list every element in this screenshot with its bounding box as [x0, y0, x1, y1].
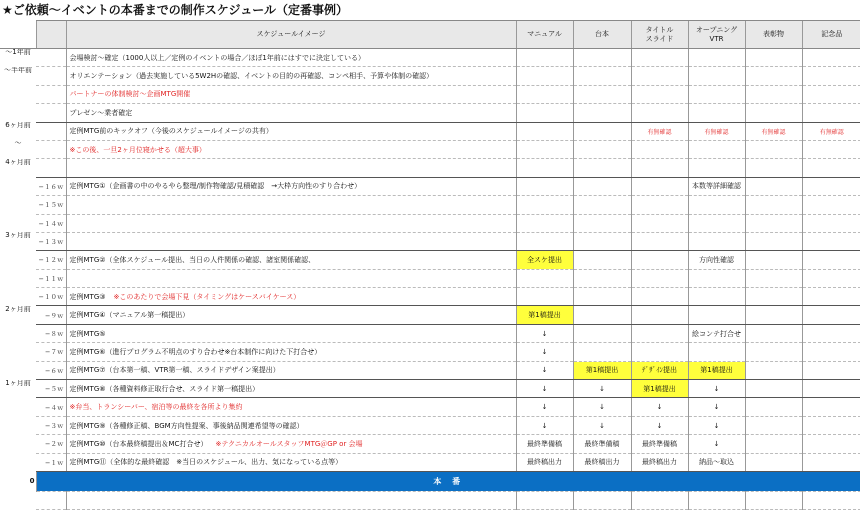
week-label: [36, 140, 66, 158]
period-label: [0, 251, 36, 269]
cell-souvenir: [802, 269, 860, 287]
header-row: [0, 21, 860, 49]
cell-title-slide: [631, 85, 688, 103]
cell-script: [573, 122, 631, 140]
period-label: 6ヶ月前: [5, 122, 31, 130]
cell-manual: ↓: [516, 398, 573, 416]
schedule-text: [66, 196, 516, 214]
schedule-text: [66, 269, 516, 287]
schedule-row: [0, 196, 860, 214]
schedule-row: [0, 398, 860, 416]
cell-script: 第1稿提出: [573, 361, 631, 379]
week-label: −２ｗ: [36, 435, 66, 453]
cell-awards: [745, 49, 802, 67]
schedule-note: ※テクニカルオールスタッフMTG＠GP or 会場: [215, 439, 363, 448]
schedule-row: [0, 49, 860, 67]
cell-awards: [745, 288, 802, 306]
cell-awards: [745, 453, 802, 471]
cell-souvenir: 有無確認: [802, 122, 860, 140]
cell-opening-vtr: [688, 85, 745, 103]
schedule-row: [0, 140, 860, 158]
schedule-text: [66, 380, 516, 398]
cell-title-slide: [631, 288, 688, 306]
header-col-label: スライド: [645, 34, 674, 43]
period-label: [0, 269, 36, 287]
cell-souvenir: [802, 343, 860, 361]
cell-opening-vtr: [688, 343, 745, 361]
period-label: [0, 435, 36, 453]
cell-opening-vtr: 有無確認: [688, 122, 745, 140]
cell-title-slide: ﾃﾞｻﾞｲﾝ提出: [631, 361, 688, 379]
cell-awards: [745, 67, 802, 85]
cell-awards: [745, 380, 802, 398]
schedule-item: 定例MTG②（全体スケジュール提出、当日の人件関係の確認、諸室関係確認、: [69, 255, 316, 264]
cell-title-slide: [631, 177, 688, 195]
cell-script: [573, 251, 631, 269]
period-label: 1ヶ月前: [5, 379, 31, 387]
cell-manual: [516, 177, 573, 195]
period-label: [0, 416, 36, 434]
schedule-note: ※このあたりで会場下見（タイミングはケースバイケース）: [113, 292, 301, 301]
week-label: −８ｗ: [36, 324, 66, 342]
page-title: ★ご依頼〜イベントの本番までの制作スケジュール（定番事例）: [2, 3, 349, 17]
cell-souvenir: [802, 416, 860, 434]
schedule-item: 定例MTG⑪（全体的な最終確認 ※当日のスケジュール、出力、気になっている点等）: [69, 458, 343, 467]
schedule-row: [0, 67, 860, 85]
cell-souvenir: [802, 380, 860, 398]
schedule-item: 定例MTG⑤: [69, 329, 106, 338]
cell-opening-vtr: 方向性確認: [688, 251, 745, 269]
empty-cell: [0, 491, 36, 509]
cell-souvenir: [802, 214, 860, 232]
cell-opening-vtr: [688, 67, 745, 85]
schedule-text: [66, 435, 516, 453]
cell-awards: [745, 177, 802, 195]
cell-opening-vtr: ↓: [688, 435, 745, 453]
cell-opening-vtr: [688, 49, 745, 67]
week-label: [36, 104, 66, 122]
cell-script: ↓: [573, 416, 631, 434]
header-schedule: スケジュールイメージ: [66, 21, 516, 49]
schedule-row: [0, 104, 860, 122]
cell-script: ↓: [573, 398, 631, 416]
schedule-text: [66, 104, 516, 122]
empty-cell: [36, 491, 66, 509]
period-label: 3ヶ月前: [5, 232, 31, 240]
cell-opening-vtr: 第1稿提出: [688, 361, 745, 379]
week-label: −１６ｗ: [36, 177, 66, 195]
zero-label: 0: [29, 476, 35, 485]
week-label: [36, 67, 66, 85]
cell-souvenir: [802, 177, 860, 195]
cell-souvenir: [802, 453, 860, 471]
period-label: 2ヶ月前: [5, 305, 31, 313]
week-label: −１ｗ: [36, 453, 66, 471]
cell-souvenir: [802, 324, 860, 342]
cell-awards: [745, 251, 802, 269]
schedule-item: 定例MTG⑩（台本最終稿提出＆MC打合せ）: [69, 439, 208, 448]
cell-title-slide: [631, 140, 688, 158]
week-label: −６ｗ: [36, 361, 66, 379]
cell-manual: 最終稿出力: [516, 453, 573, 471]
cell-souvenir: [802, 196, 860, 214]
cell-awards: [745, 214, 802, 232]
cell-script: [573, 196, 631, 214]
cell-souvenir: [802, 361, 860, 379]
schedule-item: 定例MTG⑦（台本第一稿、VTR第一稿、スライドデザイン案提出）: [69, 366, 280, 375]
cell-title-slide: [631, 67, 688, 85]
cell-souvenir: [802, 104, 860, 122]
cell-script: [573, 269, 631, 287]
schedule-text: [66, 324, 516, 342]
schedule-item: 定例MTG①（企画書の中のやるやら整理/制作物確認/見積確認 →大枠方向性のすり合わせ）: [69, 182, 362, 191]
schedule-text: [66, 140, 516, 158]
cell-title-slide: 最終準備稿: [631, 435, 688, 453]
schedule-text: [66, 343, 516, 361]
cell-manual: ↓: [516, 416, 573, 434]
cell-title-slide: [631, 232, 688, 250]
period-label: [0, 85, 36, 103]
empty-cell: [516, 491, 573, 509]
cell-manual: ↓: [516, 361, 573, 379]
schedule-item: オリエンテーション（過去実施している5W2Hの確認、イベントの目的の再確認、コンペ相手、予算や体制の確認）: [69, 72, 434, 81]
schedule-item: ※この後、一旦2ヶ月位寝かせる（超大事）: [69, 145, 206, 154]
period-label: [0, 214, 36, 232]
cell-souvenir: [802, 67, 860, 85]
cell-manual: [516, 104, 573, 122]
cell-opening-vtr: [688, 159, 745, 177]
trailing-row: [0, 491, 860, 509]
header-script: [573, 21, 631, 49]
schedule-row: [0, 416, 860, 434]
empty-cell: [745, 491, 802, 509]
cell-souvenir: [802, 398, 860, 416]
schedule-row: [0, 251, 860, 269]
schedule-text: [66, 49, 516, 67]
cell-manual: [516, 269, 573, 287]
cell-script: [573, 104, 631, 122]
schedule-item: 定例MTG③: [69, 292, 106, 301]
week-label: −１５ｗ: [36, 196, 66, 214]
period-label: 〜: [14, 140, 22, 148]
schedule-text: [66, 122, 516, 140]
schedule-row: [0, 453, 860, 471]
week-label: −１２ｗ: [36, 251, 66, 269]
cell-awards: [745, 416, 802, 434]
empty-cell: [688, 491, 745, 509]
schedule-row: [0, 177, 860, 195]
week-label: −１０ｗ: [36, 288, 66, 306]
cell-awards: [745, 196, 802, 214]
cell-manual: 第1稿提出: [516, 306, 573, 324]
cell-script: [573, 343, 631, 361]
header-souvenir: [802, 21, 860, 49]
cell-title-slide: [631, 306, 688, 324]
schedule-table: [0, 20, 860, 510]
schedule-item: ※弁当、トランシーバー、宿泊等の最終を各所より集約: [69, 403, 243, 412]
cell-opening-vtr: [688, 214, 745, 232]
cell-manual: [516, 49, 573, 67]
cell-awards: [745, 343, 802, 361]
cell-manual: ↓: [516, 380, 573, 398]
schedule-row: [0, 214, 860, 232]
event-day-band: 本 番: [36, 471, 860, 491]
header-col-label: オープニング: [695, 25, 738, 34]
cell-script: ↓: [573, 380, 631, 398]
week-label: −１３ｗ: [36, 232, 66, 250]
week-label: −９ｗ: [36, 306, 66, 324]
cell-title-slide: [631, 104, 688, 122]
cell-manual: [516, 214, 573, 232]
schedule-text: [66, 361, 516, 379]
period-label: [0, 453, 36, 471]
header-awards: [745, 21, 802, 49]
schedule-row: [0, 288, 860, 306]
cell-script: 最終準備稿: [573, 435, 631, 453]
cell-awards: [745, 85, 802, 103]
cell-title-slide: 有無確認: [631, 122, 688, 140]
cell-awards: [745, 398, 802, 416]
cell-souvenir: [802, 232, 860, 250]
schedule-text: [66, 232, 516, 250]
cell-title-slide: [631, 343, 688, 361]
period-label: 〜半年前: [4, 66, 32, 74]
period-label: [0, 343, 36, 361]
cell-title-slide: 第1稿提出: [631, 380, 688, 398]
cell-script: [573, 306, 631, 324]
cell-souvenir: [802, 288, 860, 306]
schedule-text: [66, 306, 516, 324]
cell-opening-vtr: [688, 306, 745, 324]
cell-script: [573, 140, 631, 158]
header-col-label: 記念品: [821, 30, 843, 38]
cell-manual: ↓: [516, 343, 573, 361]
cell-manual: [516, 85, 573, 103]
cell-souvenir: [802, 251, 860, 269]
cell-script: [573, 288, 631, 306]
week-label: −４ｗ: [36, 398, 66, 416]
schedule-row: [0, 85, 860, 103]
week-label: −１１ｗ: [36, 269, 66, 287]
cell-opening-vtr: [688, 232, 745, 250]
empty-cell: [631, 491, 688, 509]
cell-manual: 全スケ提出: [516, 251, 573, 269]
week-label: [36, 49, 66, 67]
period-label: [0, 196, 36, 214]
schedule-item: プレゼン〜業者確定: [69, 108, 133, 117]
cell-souvenir: [802, 85, 860, 103]
cell-manual: [516, 122, 573, 140]
schedule-row: [0, 380, 860, 398]
cell-opening-vtr: [688, 288, 745, 306]
cell-opening-vtr: 本数等詳細確認: [688, 177, 745, 195]
cell-script: [573, 232, 631, 250]
header-corner: [0, 21, 36, 49]
cell-awards: [745, 435, 802, 453]
cell-opening-vtr: [688, 104, 745, 122]
empty-cell: [573, 491, 631, 509]
cell-opening-vtr: ↓: [688, 380, 745, 398]
header-manual: [516, 21, 573, 49]
cell-awards: [745, 324, 802, 342]
schedule-row: [0, 159, 860, 177]
empty-cell: [66, 491, 516, 509]
schedule-item: 定例MTG前のキックオフ（今後のスケジュールイメージの共有）: [69, 127, 273, 136]
cell-opening-vtr: 絵コンテ打合せ: [688, 324, 745, 342]
schedule-item: 定例MTG⑧（各種資料修正取行合せ、スライド第一稿提出）: [69, 384, 260, 393]
week-label: [36, 122, 66, 140]
cell-title-slide: ↓: [631, 398, 688, 416]
schedule-row: [0, 343, 860, 361]
schedule-text: [66, 251, 516, 269]
schedule-text: [66, 214, 516, 232]
event-day-row: [0, 471, 860, 491]
week-label: [36, 159, 66, 177]
header-col-label: マニュアル: [527, 30, 562, 38]
cell-manual: [516, 140, 573, 158]
week-label: −５ｗ: [36, 380, 66, 398]
cell-manual: 最終準備稿: [516, 435, 573, 453]
cell-title-slide: [631, 196, 688, 214]
week-label: −１４ｗ: [36, 214, 66, 232]
cell-souvenir: [802, 49, 860, 67]
cell-awards: [745, 140, 802, 158]
week-label: −７ｗ: [36, 343, 66, 361]
schedule-row: [0, 435, 860, 453]
cell-opening-vtr: ↓: [688, 416, 745, 434]
cell-script: [573, 85, 631, 103]
cell-title-slide: [631, 159, 688, 177]
cell-opening-vtr: [688, 269, 745, 287]
cell-awards: [745, 269, 802, 287]
cell-title-slide: [631, 324, 688, 342]
period-label: [0, 398, 36, 416]
cell-script: [573, 49, 631, 67]
period-label: [0, 324, 36, 342]
cell-title-slide: 最終稿出力: [631, 453, 688, 471]
schedule-row: [0, 306, 860, 324]
header-opening-vtr: [688, 21, 745, 49]
schedule-item: 定例MTG④（マニュアル第一稿提出）: [69, 311, 190, 320]
period-label: 4ヶ月前: [5, 158, 31, 166]
schedule-text: [66, 159, 516, 177]
schedule-text: [66, 416, 516, 434]
header-title-slide: [631, 21, 688, 49]
cell-title-slide: ↓: [631, 416, 688, 434]
schedule-row: [0, 269, 860, 287]
schedule-text: [66, 177, 516, 195]
week-label: [36, 85, 66, 103]
cell-script: [573, 159, 631, 177]
schedule-item: 定例MTG⑨（各種修正稿、BGM方向性提案、事後納品関連希望等の確認）: [69, 421, 304, 430]
cell-opening-vtr: [688, 140, 745, 158]
cell-manual: [516, 196, 573, 214]
header-col-label: タイトル: [645, 25, 674, 34]
cell-souvenir: [802, 435, 860, 453]
cell-script: [573, 324, 631, 342]
cell-awards: 有無確認: [745, 122, 802, 140]
cell-title-slide: [631, 214, 688, 232]
cell-script: [573, 177, 631, 195]
schedule-text: [66, 398, 516, 416]
schedule-text: [66, 67, 516, 85]
cell-script: [573, 67, 631, 85]
header-col-label: 台本: [595, 30, 609, 38]
cell-manual: [516, 159, 573, 177]
schedule-row: [0, 361, 860, 379]
schedule-row: [0, 324, 860, 342]
cell-awards: [745, 361, 802, 379]
cell-awards: [745, 306, 802, 324]
cell-title-slide: [631, 49, 688, 67]
schedule-item: 定例MTG⑥（進行プログラム不明点のすり合わせ※台本制作に向けた下打合せ）: [69, 347, 322, 356]
header-week: [36, 21, 66, 49]
cell-awards: [745, 104, 802, 122]
schedule-row: [0, 232, 860, 250]
cell-manual: ↓: [516, 324, 573, 342]
cell-opening-vtr: 納品〜取込: [688, 453, 745, 471]
cell-souvenir: [802, 140, 860, 158]
cell-souvenir: [802, 306, 860, 324]
cell-script: [573, 214, 631, 232]
cell-title-slide: [631, 251, 688, 269]
cell-souvenir: [802, 159, 860, 177]
schedule-item: パートナーの体制検討〜企画MTG開催: [69, 90, 191, 99]
cell-manual: [516, 67, 573, 85]
empty-cell: [802, 491, 860, 509]
period-label: 〜1年前: [5, 48, 31, 56]
header-col-label: VTR: [709, 34, 724, 43]
cell-awards: [745, 232, 802, 250]
cell-awards: [745, 159, 802, 177]
header-col-label: 表彰物: [763, 30, 784, 38]
schedule-text: [66, 453, 516, 471]
period-label: [0, 361, 36, 379]
week-label: −３ｗ: [36, 416, 66, 434]
schedule-text: [66, 85, 516, 103]
cell-manual: [516, 288, 573, 306]
cell-manual: [516, 232, 573, 250]
cell-script: 最終稿出力: [573, 453, 631, 471]
period-label: [0, 177, 36, 195]
cell-opening-vtr: ↓: [688, 398, 745, 416]
cell-title-slide: [631, 269, 688, 287]
cell-opening-vtr: [688, 196, 745, 214]
schedule-item: 会場検討〜確定（1000人以上／定例のイベントの場合／ほぼ1年前にはすでに決定している）: [69, 53, 365, 62]
schedule-row: [0, 122, 860, 140]
schedule-text: [66, 288, 516, 306]
period-label: [0, 288, 36, 306]
period-label: [0, 104, 36, 122]
